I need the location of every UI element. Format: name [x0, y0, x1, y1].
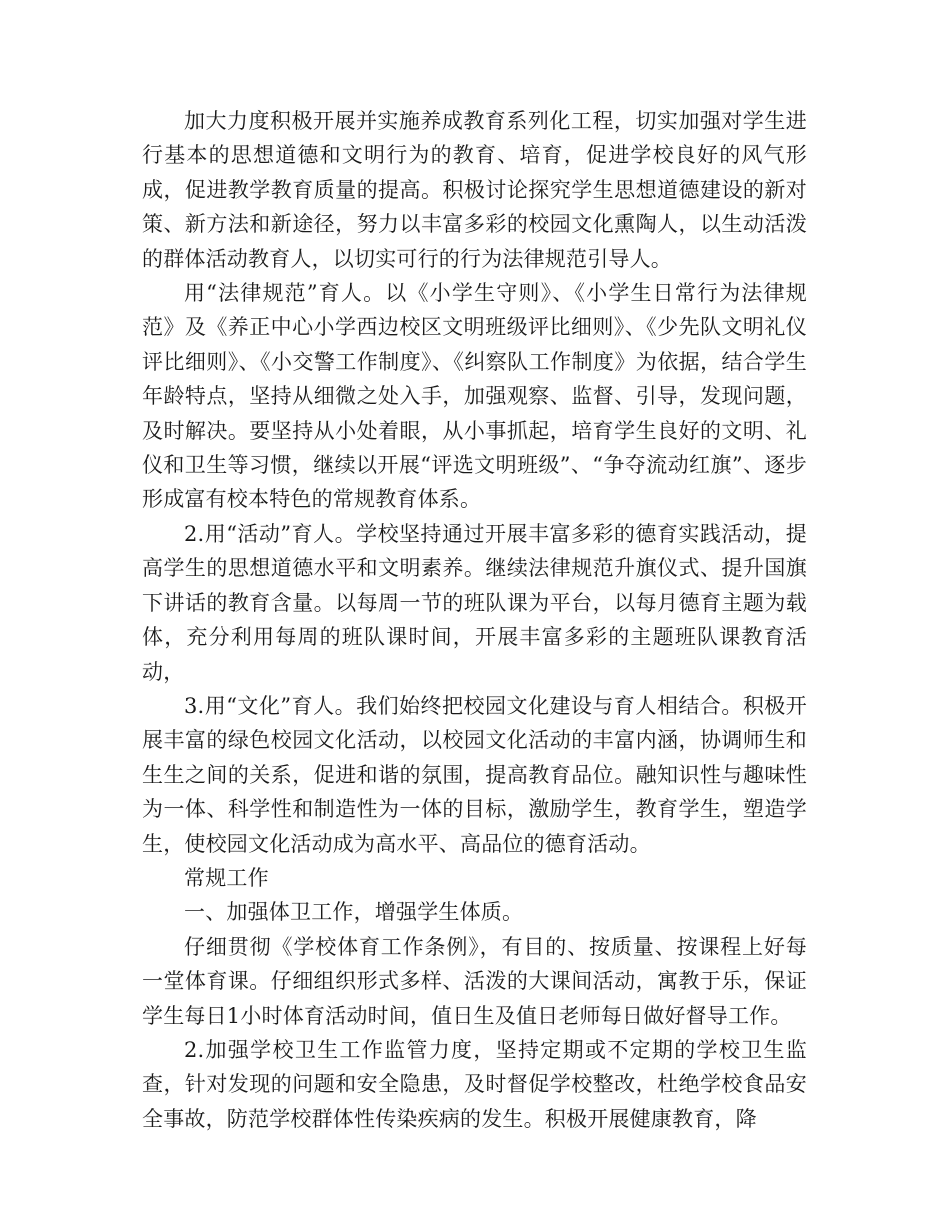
paragraph-pe-regulations: 仔细贯彻《学校体育工作条例》，有目的、按质量、按课程上好每一堂体育课。仔细组织形式多样、活泼的大课间活动，寓教于乐，保证学生每日1小时体育活动时间，值日生及值日老师每日做好督导工作。 [142, 934, 807, 1028]
paragraph-culture-education: 3.用“文化”育人。我们始终把校园文化建设与育人相结合。积极开展丰富的绿色校园文化活动，以校园文化活动的丰富内涵，协调师生和生生之间的关系，促进和谐的氛围，提高教育品位。融知识性与趣味性为一体、科学性和制造性为一体的目标，激励学生，教育学生，塑造学生，使校园文化活动成为高水平、高品位的德育活动。 [142, 693, 807, 856]
subheading-physical-health: 一、加强体卫工作，增强学生体质。 [184, 900, 524, 925]
paragraph-nurturing-project: 加大力度积极开展并实施养成教育系列化工程，切实加强对学生进行基本的思想道德和文明行为的教育、培育，促进学校良好的风气形成，促进教学教育质量的提高。积极讨论探究学生思想道德建设的新对策、新方法和新途径，努力以丰富多彩的校园文化熏陶人，以生动活泼的群体活动教育人，以切实可行的行为法律规范引导人。 [142, 109, 807, 271]
section-heading-routine-work: 常规工作 [184, 865, 269, 890]
paragraph-rules-education: 用“法律规范”育人。以《小学生守则》、《小学生日常行为法律规范》及《养正中心小学西边校区文明班级评比细则》、《少先队文明礼仪评比细则》、《小交警工作制度》、《纠察队工作制度》为依据，结合学生年龄特点，坚持从细微之处入手，加强观察、监督、引导，发现问题，及时解决。要坚持从小处着眼，从小事抓起，培育学生良好的文明、礼仪和卫生等习惯，继续以开展“评选文明班级”、“争夺流动红旗”、逐步形成富有校本特色的常规教育体系。 [142, 281, 807, 512]
paragraph-activity-education: 2.用“活动”育人。学校坚持通过开展丰富多彩的德育实践活动，提高学生的思想道德水平和文明素养。继续法律规范升旗仪式、提升国旗下讲话的教育含量。以每周一节的班队课为平台，以每月德育主题为载体，充分利用每周的班队课时间，开展丰富多彩的主题班队课教育活动， [142, 521, 807, 684]
paragraph-hygiene-supervision: 2.加强学校卫生工作监管力度，坚持定期或不定期的学校卫生监查，针对发现的问题和安全隐患，及时督促学校整改，杜绝学校食品安全事故，防范学校群体性传染疾病的发生。积极开展健康教育，降 [142, 1037, 807, 1131]
document-body [142, 104, 807, 1136]
